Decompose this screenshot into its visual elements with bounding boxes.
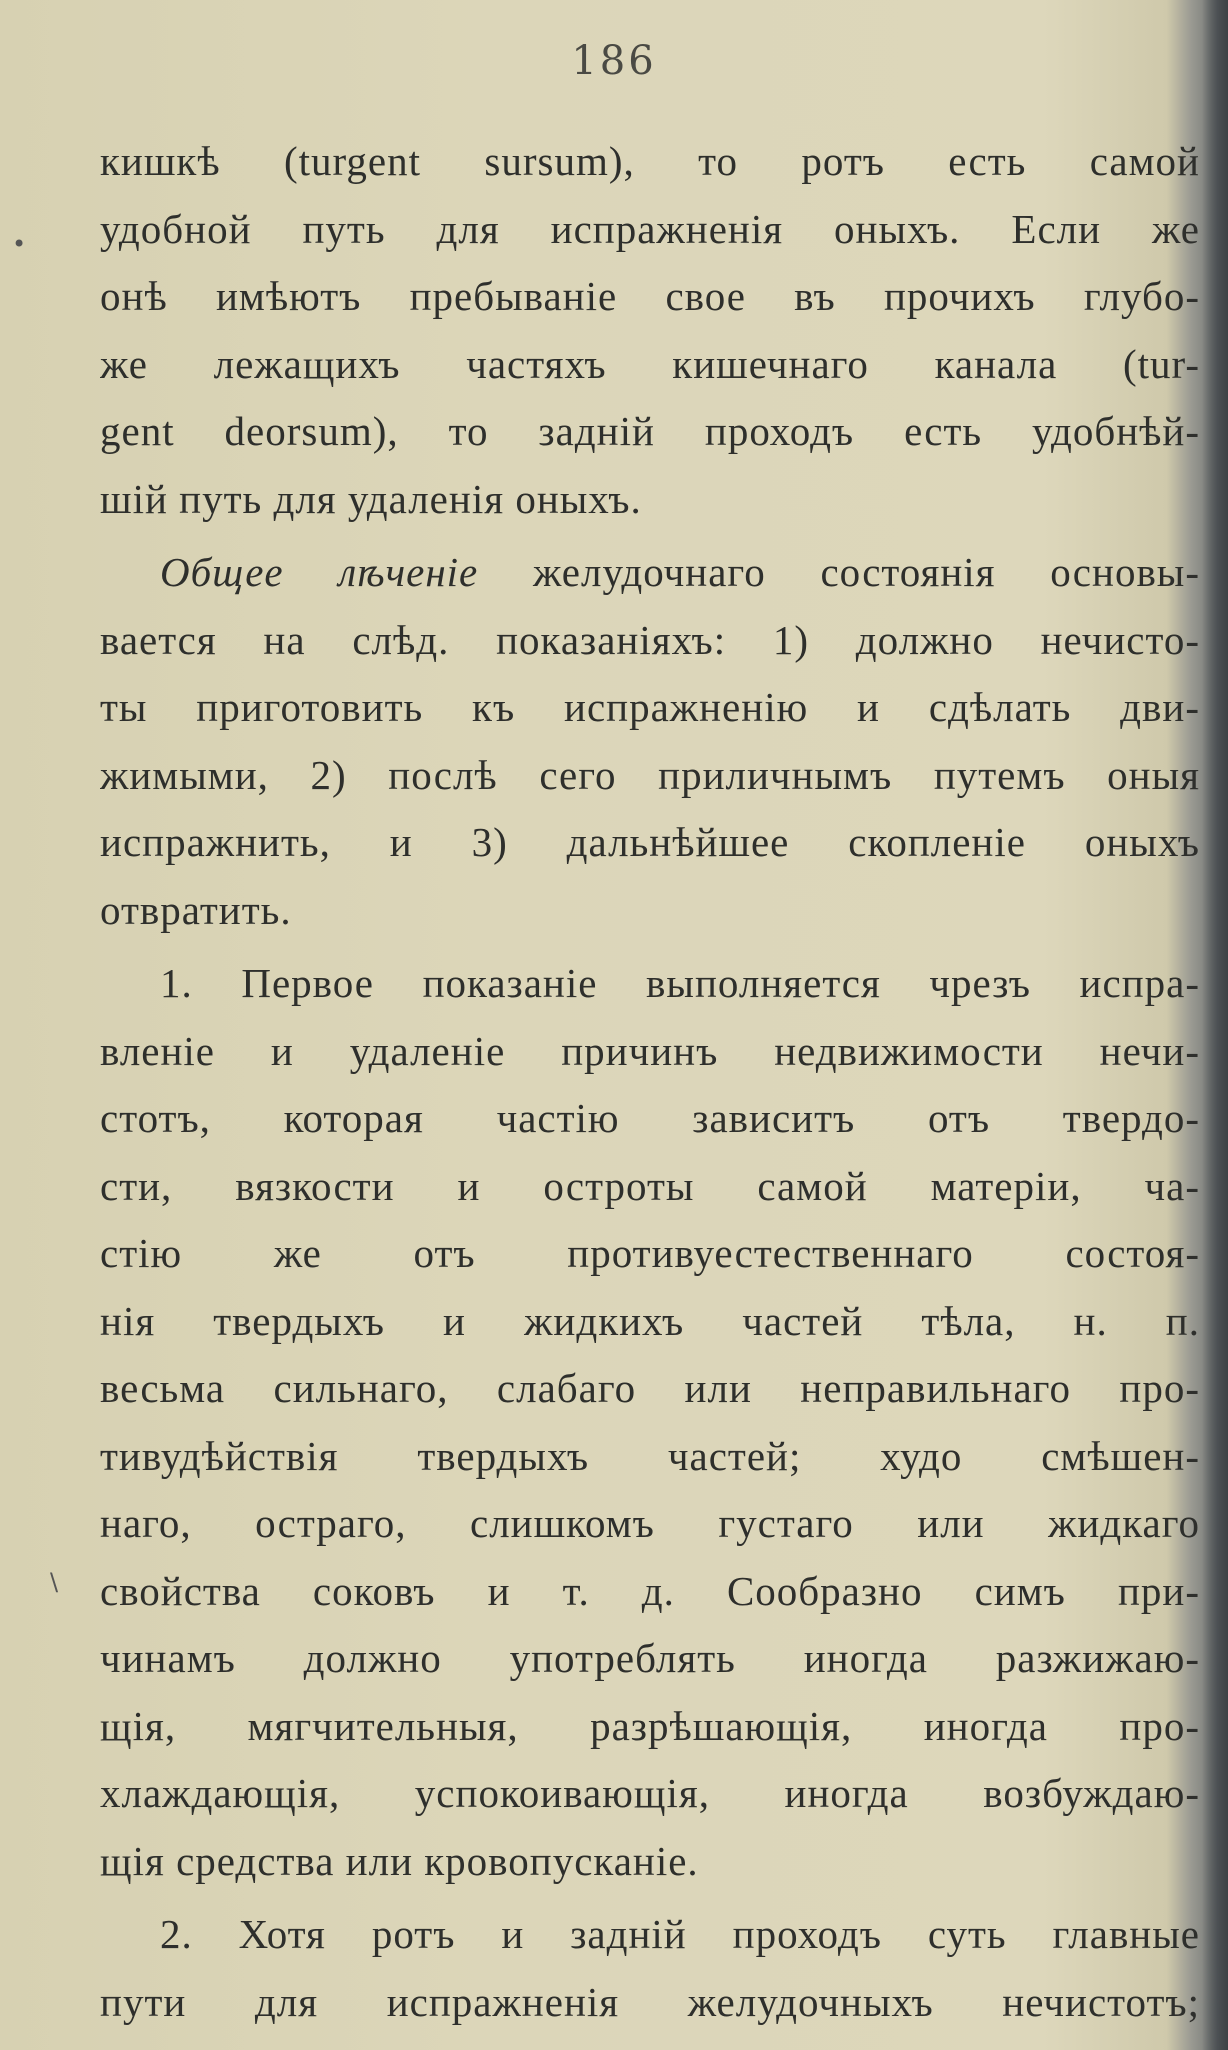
text-line: нія твердыхъ и жидкихъ частей тѣла, н. п. xyxy=(100,1297,1200,1344)
text-line: ты приготовить къ испражненію и сдѣлать дви- xyxy=(100,684,1200,730)
text-line: тивудѣйствія твердыхъ частей; худо смѣшен- xyxy=(100,1432,1200,1479)
text-line: жимыми, 2) послѣ сего приличнымъ путемъ оныя xyxy=(100,751,1200,798)
paragraph-4 xyxy=(100,1901,1200,2036)
body-text xyxy=(100,128,1200,2036)
text-line: онѣ имѣютъ пребываніе свое въ прочихъ глубо- xyxy=(100,273,1200,319)
ink-mark: \ xyxy=(50,1568,59,1596)
ink-speck: • xyxy=(12,230,27,258)
text-line: щія средства или кровопусканіе. xyxy=(100,1837,699,1884)
text-line: вается на слѣд. показаніяхъ: 1) должно нечисто- xyxy=(100,616,1200,663)
text-line: сти, вязкости и остроты самой матеріи, ча- xyxy=(100,1162,1200,1209)
text-line: пути для испражненія желудочныхъ нечистотъ; xyxy=(100,1978,1200,2025)
text-line: стію же отъ противуестественнаго состоя- xyxy=(100,1230,1200,1276)
text-line: 1. Первое показаніе выполняется чрезъ испра- xyxy=(160,960,1200,1006)
text-line: стотъ, которая частію зависитъ отъ твердо- xyxy=(100,1095,1200,1141)
page-edge-shadow xyxy=(1202,0,1228,2050)
paragraph-1 xyxy=(100,128,1200,533)
text-line: 2. Хотя ротъ и задній проходъ суть главные xyxy=(160,1911,1200,1957)
paragraph-3 xyxy=(100,950,1200,1895)
text-line: вленіе и удаленіе причинъ недвижимости нечи- xyxy=(100,1027,1200,1074)
text-line xyxy=(100,539,1200,607)
text-line: чинамъ должно употреблять иногда разжижаю- xyxy=(100,1635,1200,1681)
text-line: испражнить, и 3) дальнѣйшее скопленіе оныхъ xyxy=(100,819,1200,865)
text-line: удобной путь для испражненія оныхъ. Если же xyxy=(100,205,1200,252)
text-line: наго, остраго, слишкомъ густаго или жидкаго xyxy=(100,1500,1200,1546)
text-line: gent deorsum), то задній проходъ есть удобнѣй- xyxy=(100,408,1200,454)
text-line: кишкѣ (turgent sursum), то ротъ есть самой xyxy=(100,138,1200,184)
text-line: отвратить. xyxy=(100,886,292,933)
text-line: хлаждающія, успокоивающія, иногда возбуждаю- xyxy=(100,1770,1200,1816)
page-number: 186 xyxy=(571,38,657,84)
text-line: же лежащихъ частяхъ кишечнаго канала (tur- xyxy=(100,340,1200,387)
text-line: щія, мягчительныя, разрѣшающія, иногда про- xyxy=(100,1702,1200,1749)
text-line-rest: желудочнаго состоянія основы- xyxy=(533,549,1200,595)
text-line: весьма сильнаго, слабаго или неправильнаго про- xyxy=(100,1365,1200,1411)
paragraph-2 xyxy=(100,539,1200,944)
text-line: свойства соковъ и т. д. Сообразно симъ при- xyxy=(100,1567,1200,1614)
italic-lead: Общее лѣченіе xyxy=(160,549,479,595)
text-line: шій путь для удаленія оныхъ. xyxy=(100,475,642,522)
